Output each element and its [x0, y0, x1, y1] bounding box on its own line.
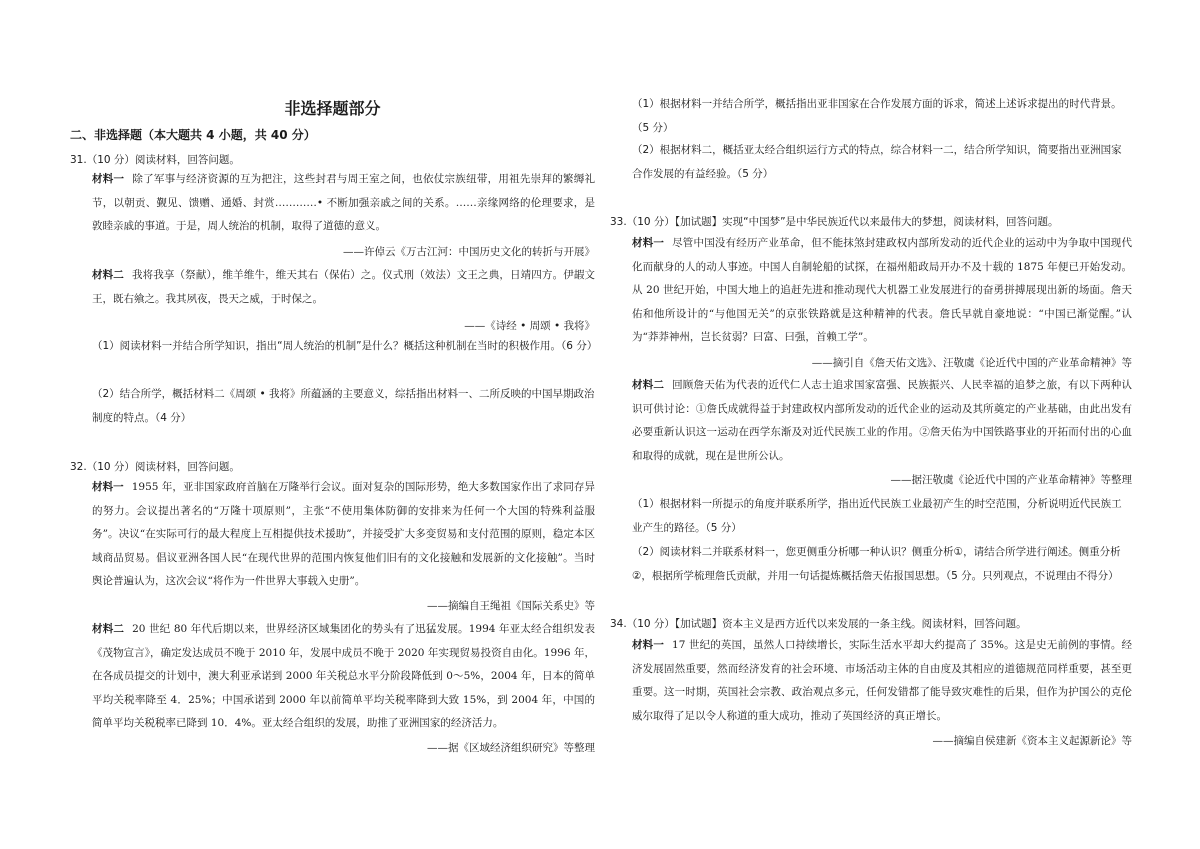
- material-text: 回顾詹天佑为代表的近代仁人志士追求国家富强、民族振兴、人民幸福的追梦之旅，有以下两种认识可供讨论：①詹氏成就得益于封建政权内部所发动的近代企业的运动及其所奠定的产业基础，由此出发有必要重新认识这一运动在西学东渐及对近代民族工业的作用。②詹天佑为中国铁路事业的开拓而付出的心血和取得的成就，现在是世所公认。: [632, 379, 1133, 462]
- q31-stem: 31.（10 分）阅读材料，回答问题。: [70, 154, 240, 166]
- q31-material-2-source: ——《诗经 • 周颂 • 我将》: [464, 320, 595, 332]
- q32-material-2-source: ——据《区域经济组织研究》等整理: [427, 742, 595, 754]
- page-title: 非选择题部分: [284, 99, 381, 118]
- material-label: 材料一: [92, 481, 124, 493]
- material-text: 17 世纪的英国，虽然人口持续增长，实际生活水平却大约提高了 35%。这是史无前例的事情。经济发展固然重要，然而经济发育的社会环境、市场活动主体的自由度及其相应的道德规范同样重要，甚至更重要。这一时期，英国社会宗教、政治观点多元，任何发错都了能导致灾难性的后果，但作为护国公的克伦威尔取得了足以令人称道的重大成功，推动了英国经济的真正增长。: [632, 639, 1133, 722]
- material-label: 材料一: [632, 237, 665, 249]
- q32-material-2: [92, 618, 595, 736]
- q31-material-1-source: ——许倬云《万古江河：中国历史文化的转折与开展》: [343, 246, 595, 258]
- q32-sub-question-1: （1）根据材料一并结合所学，概括指出亚非国家在合作发展方面的诉求，简述上述诉求提出的时代背景。（5 分）: [632, 98, 1122, 134]
- section-heading: 二、非选择题（本大题共 4 小题，共 40 分）: [70, 128, 316, 142]
- material-text: 20 世纪 80 年代后期以来，世界经济区域集团化的势头有了迅猛发展。1994 年亚太经合组织发表《茂物宣言》，确定发达成员不晚于 2010 年，发展中成员不晚于 2020 年实现贸易投资自由化。1996 年，在各成员提交的计划中，澳大利亚承诺到 2000 年关税总水平分阶段降低到 0～5%，2004 年，日本的简单平均关税率降至 4．25%；中国承诺到 2000 年以前简单平均关税率降到大致 15%，到 2004 年，中国的简单平均关税税率已降到 10．4%。亚太经合组织的发展，助推了亚洲国家的经济活力。: [92, 623, 596, 729]
- q31-material-1: [92, 168, 595, 239]
- material-text: 除了军事与经济资源的互为把注，这些封君与周王室之间，也依仗宗族纽带，用祖先崇拜的繁缛礼节，以朝贡、觐见、馈赠、通婚、封赏…………• 不断加强亲戚之间的关系。……亲缘网络的伦理要求，是敦睦亲戚的事道。于是，周人统治的机制，取得了道德的意义。: [92, 173, 596, 232]
- material-label: 材料一: [632, 639, 665, 651]
- q33-sub-question-2: （2）阅读材料二并联系材料一，您更侧重分析哪一种认识？侧重分析①，请结合所学进行阐述。侧重分析②，根据所学梳理詹氏贡献，并用一句话提炼概括詹天佑报国思想。（5 分。只列观点，不说理由不得分）: [632, 546, 1121, 582]
- q31-sub-question-2: （2）结合所学，概括材料二《周颂 • 我将》所蕴涵的主要意义，综括指出材料一、二所反映的中国早期政治制度的特点。（4 分）: [92, 388, 595, 424]
- material-label: 材料二: [92, 269, 124, 281]
- q33-material-2-source: ——据汪敬虞《论近代中国的产业革命精神》等整理: [890, 474, 1132, 486]
- material-text: 我将我享（祭献），维羊维牛，维天其右（保佑）之。仪式刑（效法）文王之典，日靖四方。伊嘏文王，既右飨之。我其夙夜，畏天之威，于时保之。: [92, 269, 596, 305]
- q33-sub-question-1: （1）根据材料一所提示的角度并联系所学，指出近代民族工业最初产生的时空范围，分析说明近代民族工业产生的路径。（5 分）: [632, 498, 1122, 534]
- q32-material-1: [92, 476, 595, 594]
- material-label: 材料二: [92, 623, 125, 635]
- q33-material-1: [632, 232, 1132, 350]
- material-text: 尽管中国没有经历产业革命，但不能抹煞封建政权内部所发动的近代企业的运动中为争取中国现代化而献身的人的动人事迹。中国人自制轮船的试探，在福州船政局开办不及十载的 1875 年便已开始发动。从 20 世纪开始，中国大地上的追赶先进和推动现代大机器工业发展进行的奋勇拼搏展现出新的场面。詹天佑和他所设计的“与他国无关”的京张铁路就是这种精神的代表。詹氏早就自豪地说：“中国已渐觉醒。”认为“莽莽神州，岂长贫弱？曰富、曰强，首赖工学”。: [632, 237, 1133, 343]
- q32-sub-question-2: （2）根据材料二，概括亚太经合组织运行方式的特点，综合材料一二，结合所学知识，简要指出亚洲国家合作发展的有益经验。（5 分）: [632, 144, 1122, 180]
- q31-sub-question-1: （1）阅读材料一并结合所学知识，指出“周人统治的机制”是什么？概括这种机制在当时的积极作用。（6 分）: [92, 340, 598, 352]
- material-text: 1955 年，亚非国家政府首脑在万隆举行会议。面对复杂的国际形势，绝大多数国家作出了求同存异的努力。会议提出著名的“万隆十项原则”，主张“不使用集体防御的安排来为任何一个大国的特殊利益服务”。决议“在实际可行的最大程度上互相提供技术援助”，并接受扩大多变贸易和支付范围的原则，稳定本区域商品贸易。倡议亚洲各国人民“在现代世界的范围内恢复他们旧有的文化接触和发展新的文化接触”。当时舆论普遍认为，这次会议“将作为一件世界大事载入史册”。: [92, 481, 595, 587]
- q33-material-2: [632, 374, 1132, 468]
- q33-stem: 33.（10 分）【加试题】实现“中国梦”是中华民族近代以来最伟大的梦想，阅读材料，回答问题。: [610, 216, 1059, 228]
- q34-material-1-source: ——摘编自侯建新《资本主义起源新论》等: [932, 735, 1132, 747]
- q32-stem: 32.（10 分）阅读材料，回答问题。: [70, 461, 240, 473]
- q31-material-2: [92, 264, 595, 311]
- q32-material-1-source: ——摘编自王绳祖《国际关系史》等: [427, 600, 595, 612]
- q34-material-1: [632, 634, 1132, 728]
- q34-stem: 34.（10 分）【加试题】资本主义是西方近代以来发展的一条主线。阅读材料，回答问题。: [610, 618, 1027, 630]
- material-label: 材料一: [92, 173, 125, 185]
- q33-material-1-source: ——摘引自《詹天佑文选》、汪敬虞《论近代中国的产业革命精神》等: [811, 357, 1132, 369]
- material-label: 材料二: [632, 379, 665, 391]
